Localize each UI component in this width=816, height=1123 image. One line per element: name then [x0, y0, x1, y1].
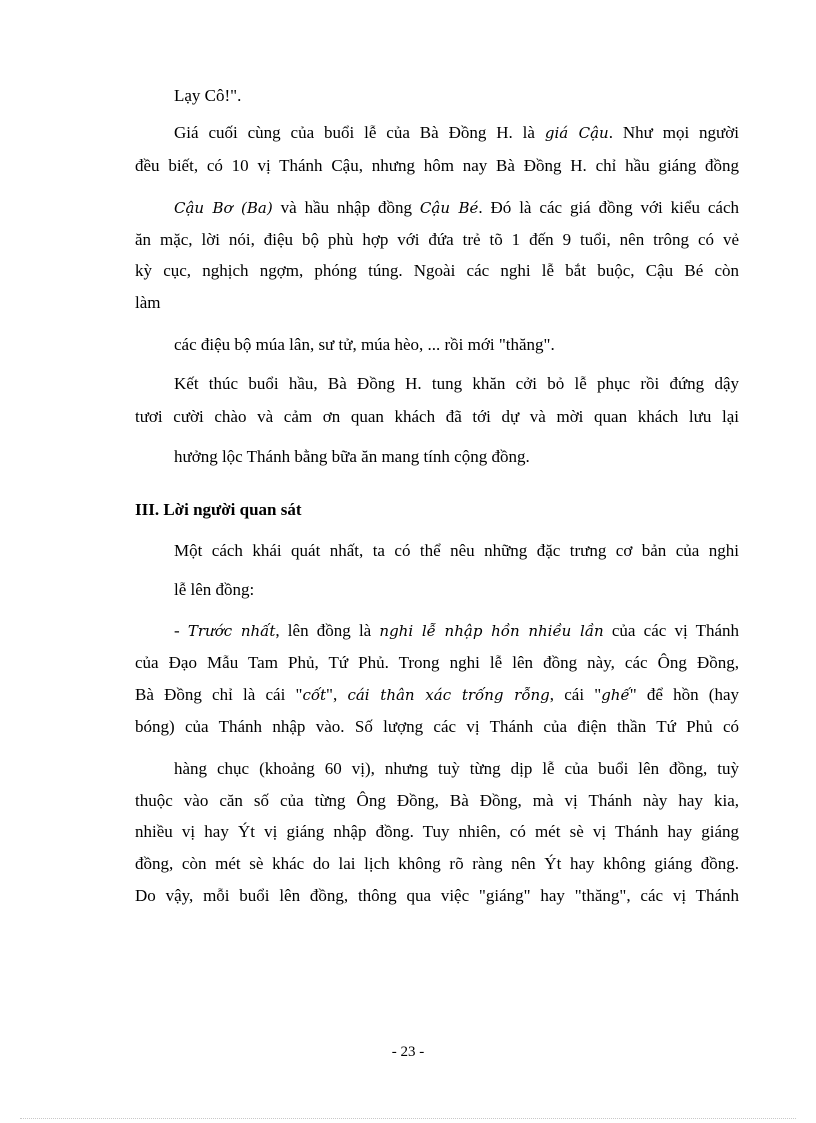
page-bottom-divider — [20, 1118, 796, 1119]
text-span: . Như mọi người — [608, 123, 739, 142]
text-span: hưởng lộc Thánh bằng bữa ăn mang tính cộng đồng. — [174, 447, 530, 466]
text-line — [135, 292, 161, 314]
text-span: làm — [135, 293, 161, 312]
italic-term: giá Cậu — [544, 124, 609, 142]
italic-term: nghi lễ nhập hồn nhiều lần — [379, 622, 604, 640]
text-line — [135, 853, 739, 875]
text-span: . Đó là các giá đồng với kiểu cách — [478, 198, 740, 217]
italic-term: Cậu Bơ (Ba) — [174, 199, 273, 217]
text-span: Bà Đồng chỉ là cái " — [135, 685, 303, 704]
section-heading: III. Lời người quan sát — [135, 500, 302, 519]
text-line — [174, 579, 254, 601]
text-line — [135, 155, 739, 177]
text-line — [174, 446, 530, 468]
text-span: kỳ cục, nghịch ngợm, phóng túng. Ngoài các nghi lễ bắt buộc, Cậu Bé còn — [135, 261, 739, 280]
text-line — [135, 406, 739, 428]
text-line — [135, 652, 739, 674]
text-line — [174, 758, 739, 780]
text-line — [174, 85, 241, 107]
italic-term: Trước nhất — [187, 622, 276, 640]
text-span: , lên đồng là — [275, 621, 380, 640]
text-line — [174, 620, 739, 642]
text-line — [135, 790, 739, 812]
text-span: " để hồn (hay — [629, 685, 739, 704]
text-span: thuộc vào căn số của từng Ông Đồng, Bà Đồng, mà vị Thánh này hay kia, — [135, 791, 739, 810]
text-line — [174, 197, 739, 219]
text-span: của các vị Thánh — [603, 621, 739, 640]
text-span: đồng, còn mét sè khác do lai lịch không rõ ràng nên Ýt hay không giáng đồng. — [135, 854, 739, 873]
text-line — [135, 821, 739, 843]
text-span: Lạy Cô!". — [174, 86, 242, 105]
text-span: các điệu bộ múa lân, sư tử, múa hèo, ... rồi mới "thăng". — [174, 335, 555, 354]
text-span: đều biết, có 10 vị Thánh Cậu, nhưng hôm nay Bà Đồng H. chỉ hầu giáng đồng — [135, 156, 739, 175]
text-line — [135, 260, 739, 282]
text-span: Một cách khái quát nhất, ta có thể nêu những đặc trưng cơ bản của nghi — [174, 541, 739, 560]
text-line — [135, 229, 739, 251]
text-span: nhiều vị hay Ýt vị giáng nhập đồng. Tuy nhiên, có mét sè vị Thánh hay giáng — [135, 822, 739, 841]
text-span: ", — [326, 685, 348, 704]
italic-term: cái thân xác trống rỗng — [347, 686, 550, 704]
italic-term: ghế — [601, 686, 630, 704]
page-number: - 23 - — [391, 1044, 425, 1060]
text-span: , cái " — [549, 685, 602, 704]
text-span: Giá cuối cùng của buổi lễ của Bà Đồng H. là — [174, 123, 545, 142]
text-span: hàng chục (khoảng 60 vị), nhưng tuỳ từng dịp lễ của buổi lên đồng, tuỳ — [174, 759, 739, 778]
text-span: ăn mặc, lời nói, điệu bộ phù hợp với đứa trẻ tõ 1 đến 9 tuổi, nên trông có vẻ — [135, 230, 739, 249]
text-line — [135, 684, 739, 706]
text-line — [174, 373, 739, 395]
text-span: - — [174, 621, 188, 640]
text-line — [174, 122, 739, 144]
text-line — [135, 885, 739, 907]
text-span: của Đạo Mẫu Tam Phủ, Tứ Phủ. Trong nghi lễ lên đồng này, các Ông Đồng, — [135, 653, 739, 672]
text-span: tươi cười chào và cảm ơn quan khách đã tới dự và mời quan khách lưu lại — [135, 407, 739, 426]
text-span: lễ lên đồng: — [174, 580, 255, 599]
italic-term: cốt — [302, 686, 327, 704]
italic-term: Cậu Bé — [419, 199, 479, 217]
text-line — [174, 334, 555, 356]
text-span: và hầu nhập đồng — [272, 198, 420, 217]
text-span: bóng) của Thánh nhập vào. Số lượng các vị Thánh của điện thần Tứ Phủ có — [135, 717, 739, 736]
text-line — [135, 716, 739, 738]
text-line — [174, 540, 739, 562]
text-span: Do vậy, mỗi buổi lên đồng, thông qua việc "giáng" hay "thăng", các vị Thánh — [135, 886, 739, 905]
text-span: Kết thúc buổi hầu, Bà Đồng H. tung khăn cởi bỏ lễ phục rồi đứng dậy — [174, 374, 739, 393]
